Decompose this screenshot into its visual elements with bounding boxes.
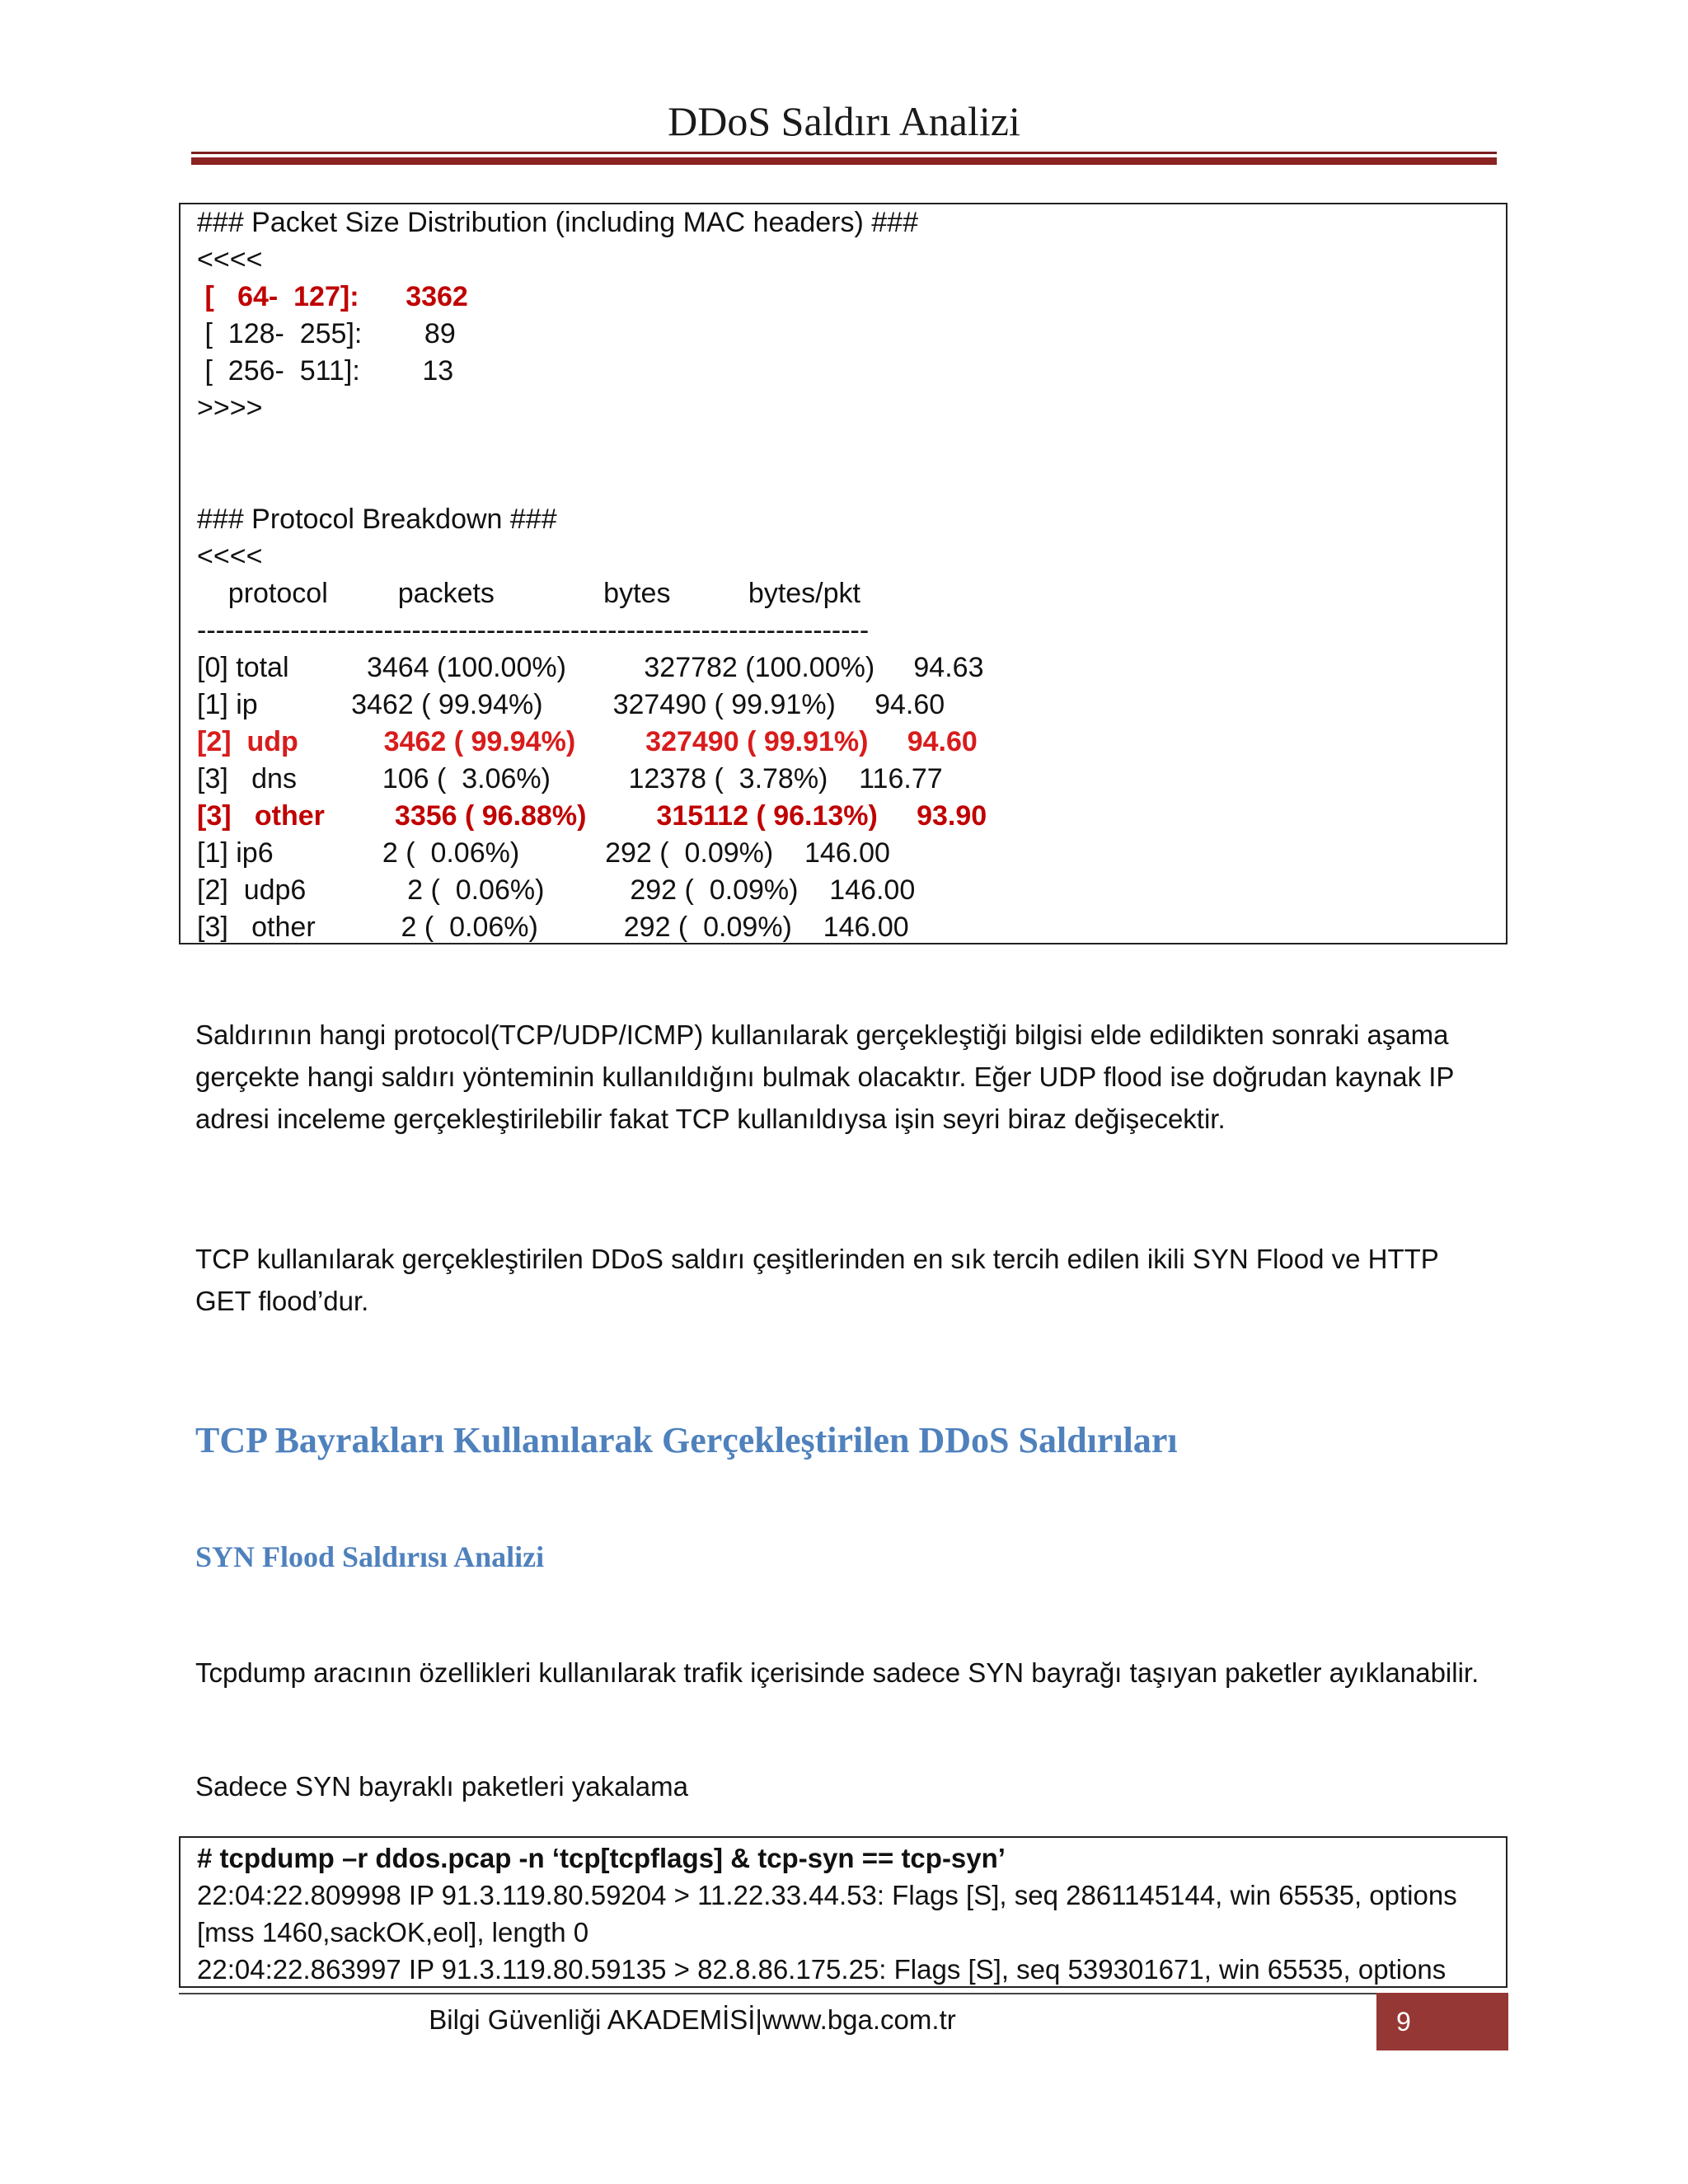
code-line: <<<< [197, 244, 263, 275]
code-line: <<<< [197, 541, 263, 572]
header-rule-thin [191, 152, 1497, 154]
footer-text: Bilgi Güvenliği AKADEMİSİ|www.bga.com.tr [429, 2004, 956, 2035]
code-line: [ 256- 511]: 13 [197, 355, 454, 387]
code-line: protocol packets bytes bytes/pkt [197, 578, 860, 609]
code-line: [ 128- 255]: 89 [197, 318, 456, 349]
code-line: [1] ip 3462 ( 99.94%) 327490 ( 99.91%) 94.60 [197, 689, 945, 720]
code-block-tcpdump [179, 1836, 1507, 1988]
paragraph-tcpdump-filter: Tcpdump aracının özellikleri kullanılarak trafik içerisinde sadece SYN bayrağı taşıyan paketler ayıklanabilir. [195, 1657, 1479, 1688]
code-line: ### Packet Size Distribution (including MAC headers) ### [197, 207, 919, 238]
header-rule-thick [191, 157, 1497, 165]
subsection-heading-syn-flood: SYN Flood Saldırısı Analizi [195, 1540, 545, 1573]
code-line-highlight: [3] other 3356 ( 96.88%) 315112 ( 96.13%) 93.90 [197, 800, 987, 832]
page-number-badge: 9 [1376, 1993, 1508, 2050]
code-line: 22:04:22.809998 IP 91.3.119.80.59204 > 11.22.33.44.53: Flags [S], seq 2861145144, win 65535, options [197, 1880, 1457, 1910]
code-line: [2] udp6 2 ( 0.06%) 292 ( 0.09%) 146.00 [197, 874, 916, 906]
code-line-highlight: [2] udp 3462 ( 99.94%) 327490 ( 99.91%) 94.60 [197, 726, 978, 757]
section-heading-tcp-flags: TCP Bayrakları Kullanılarak Gerçekleştirilen DDoS Saldırıları [195, 1420, 1178, 1460]
code-line: [3] other 2 ( 0.06%) 292 ( 0.09%) 146.00 [197, 912, 909, 943]
code-block-packet-stats [179, 203, 1507, 944]
code-line: [0] total 3464 (100.00%) 327782 (100.00%) 94.63 [197, 652, 984, 683]
code-line: >>>> [197, 392, 263, 424]
code-line: ------------------------------------------------------------------------ [197, 615, 870, 646]
footer-rule [179, 1993, 1507, 1994]
code-line: [3] dns 106 ( 3.06%) 12378 ( 3.78%) 116.77 [197, 763, 943, 794]
paragraph-tcp-ddos-types: TCP kullanılarak gerçekleştirilen DDoS saldırı çeşitlerinden en sık tercih edilen ikili SYN Flood ve HTTP GET flood’dur. [195, 1244, 1439, 1316]
code-line: ### Protocol Breakdown ### [197, 504, 557, 535]
code-line-highlight: [ 64- 127]: 3362 [197, 281, 468, 312]
code-line: 22:04:22.863997 IP 91.3.119.80.59135 > 82.8.86.175.25: Flags [S], seq 539301671, win 65535, options [197, 1954, 1447, 1985]
code-command: # tcpdump –r ddos.pcap -n ‘tcp[tcpflags] & tcp-syn == tcp-syn’ [197, 1843, 1006, 1873]
code-line: [1] ip6 2 ( 0.06%) 292 ( 0.09%) 146.00 [197, 837, 890, 869]
paragraph-syn-capture: Sadece SYN bayraklı paketleri yakalama [195, 1771, 688, 1802]
paragraph-protocol-analysis: Saldırının hangi protocol(TCP/UDP/ICMP) kullanılarak gerçekleştiği bilgisi elde edildikten sonraki aşama gerçekte hangi saldırı yönteminin kullanıldığını bulmak olacaktır. Eğer UDP flood ise doğrudan kaynak IP adresi inceleme gerçekleştirilebilir fakat TCP kullanıldıysa işin seyri biraz değişecektir. [195, 1019, 1454, 1134]
page-header-title: DDoS Saldırı Analizi [668, 98, 1020, 144]
code-line: [mss 1460,sackOK,eol], length 0 [197, 1917, 589, 1947]
